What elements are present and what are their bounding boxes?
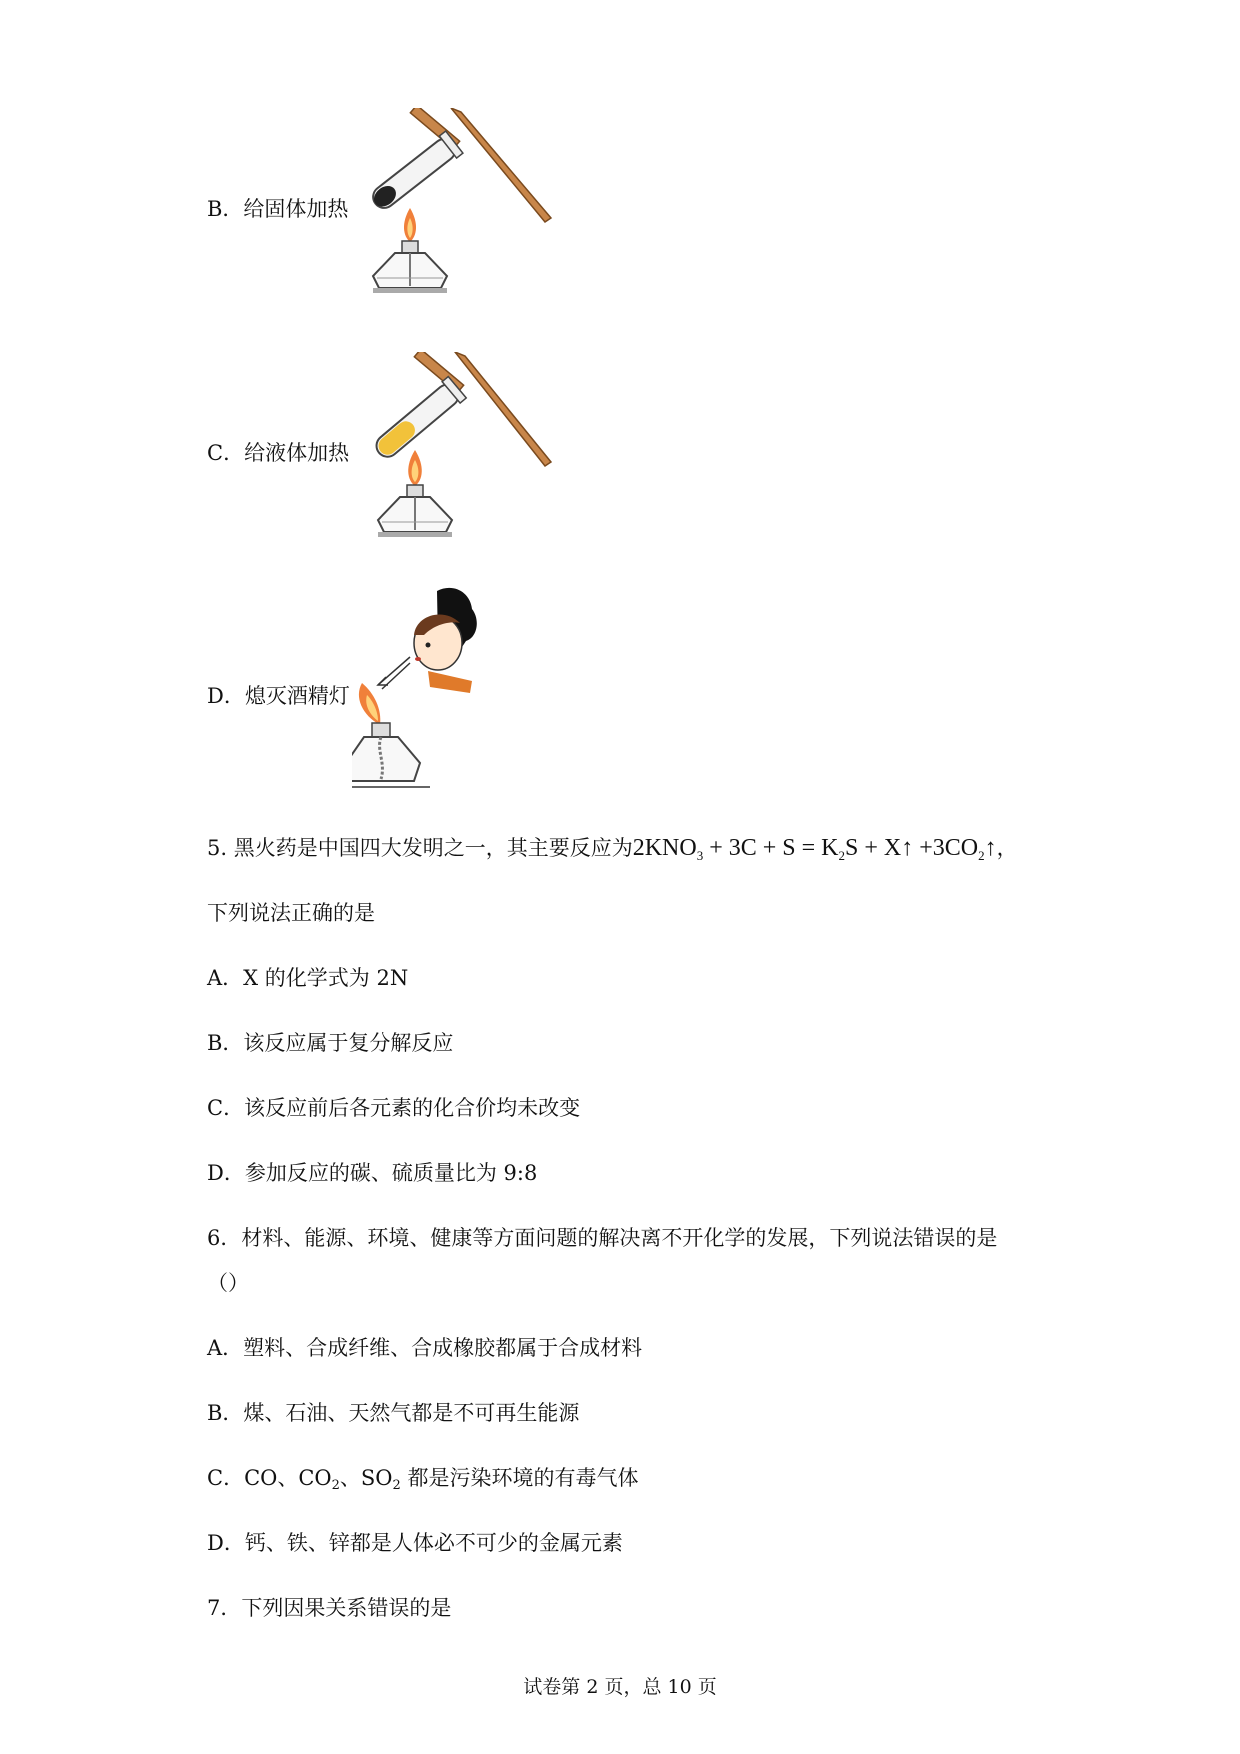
q6-stem: 6．材料、能源、环境、健康等方面问题的解决离不开化学的发展，下列说法错误的是 bbox=[207, 1226, 998, 1250]
alcohol-lamp bbox=[352, 737, 420, 781]
q5-stem-suffix: ， bbox=[996, 836, 1018, 860]
q6-option-c: C．CO、$CO_2$、$SO_2$ 都是污染环境的有毒气体 bbox=[207, 1466, 639, 1493]
heating-solid-illustration bbox=[355, 108, 555, 303]
q5-reaction-equation: $2KNO_3 + 3C + S = K_2S$ + X↑ $+3CO_2↑$ bbox=[632, 835, 997, 863]
q5-option-b: B．该反应属于复分解反应 bbox=[207, 1031, 454, 1055]
q4-option-d: D．熄灭酒精灯 bbox=[207, 684, 350, 708]
q5-option-d: D．参加反应的碳、硫质量比为 9:8 bbox=[207, 1161, 538, 1185]
page-footer: 试卷第 2 页，总 10 页 bbox=[523, 1676, 717, 1698]
q5-stem bbox=[207, 835, 1018, 869]
tube-holder bbox=[451, 108, 551, 222]
q6-option-b: B．煤、石油、天然气都是不可再生能源 bbox=[207, 1401, 580, 1425]
q6-answer-paren: （） bbox=[207, 1271, 249, 1295]
q4-option-b: B．给固体加热 bbox=[207, 197, 349, 221]
q5-option-a: A．X 的化学式为 2N bbox=[207, 966, 409, 990]
q7-stem: 7．下列因果关系错误的是 bbox=[207, 1596, 452, 1620]
q5-option-c: C．该反应前后各元素的化合价均未改变 bbox=[207, 1096, 581, 1120]
q6-option-a: A．塑料、合成纤维、合成橡胶都属于合成材料 bbox=[207, 1336, 643, 1360]
q5-stem-prefix: 5. 黑火药是中国四大发明之一，其主要反应为 bbox=[207, 836, 633, 860]
shirt bbox=[428, 671, 472, 693]
tube-holder bbox=[455, 352, 551, 466]
heating-liquid-illustration bbox=[355, 352, 555, 547]
q5-stem-line2: 下列说法正确的是 bbox=[207, 901, 375, 925]
extinguish-lamp-illustration bbox=[352, 585, 502, 805]
q6-option-d: D．钙、铁、锌都是人体必不可少的金属元素 bbox=[207, 1531, 623, 1555]
q4-option-c: C．给液体加热 bbox=[207, 441, 350, 465]
